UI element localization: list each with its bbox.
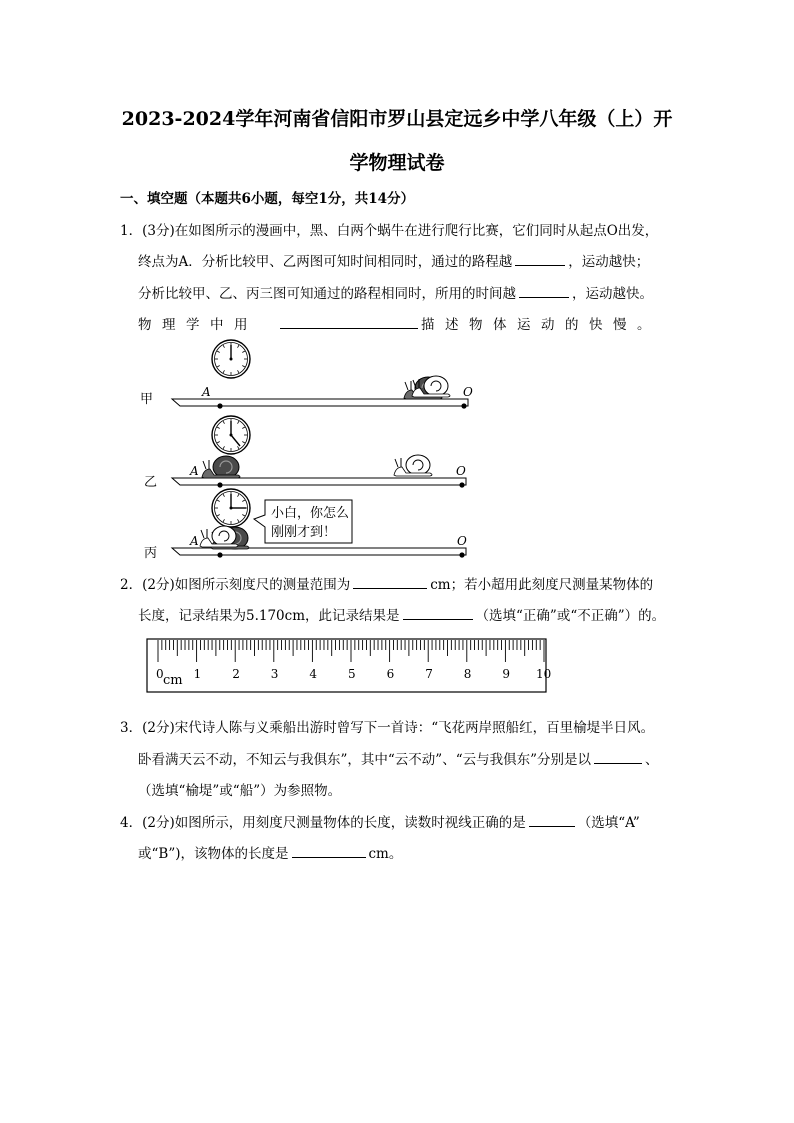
q1-line2-tail: ，运动越快；	[568, 254, 650, 270]
ruler-label: 2	[232, 667, 240, 681]
row-label-bing: 丙	[144, 546, 158, 561]
q2-blank-2[interactable]	[403, 606, 473, 620]
speech-line2: 刚刚才到！	[271, 525, 337, 540]
q3-line2-text: 卧看满天云不动，不知云与我俱东”，其中“云不动”、“云与我俱东”分别是以	[138, 752, 592, 768]
q3-line2	[138, 748, 659, 768]
q1-line4	[138, 313, 661, 333]
row-label-yi: 乙	[144, 475, 158, 490]
label-O-yi: O	[456, 464, 466, 478]
speech-line1: 小白，你怎么	[271, 506, 350, 521]
q1-line2	[138, 250, 649, 270]
q2-line2	[138, 604, 665, 624]
ruler-label: 9	[502, 667, 511, 681]
q4-line1-tail: （选填“A”	[577, 815, 640, 831]
page-title-line1: 2023-2024学年河南省信阳市罗山县定远乡中学八年级（上）开	[121, 108, 673, 130]
q3-line3: （选填“榆堤”或“船”）为参照物。	[138, 783, 342, 799]
label-A-jia: A	[202, 385, 211, 399]
q2-line2-tail: （选填“正确”或“不正确”）的。	[475, 608, 666, 624]
page-title-line2: 学物理试卷	[349, 152, 445, 174]
q4-line2-text: 或“B”)，该物体的长度是	[138, 846, 289, 862]
q1-blank-1[interactable]	[515, 252, 565, 266]
q3-blank-1[interactable]	[594, 750, 642, 764]
ruler-label: 3	[270, 667, 279, 681]
ruler-label: 4	[309, 667, 318, 681]
dark-snail-yi	[202, 456, 240, 478]
label-O-bing: O	[457, 534, 467, 548]
q1-line4-text: 物理学中用	[138, 317, 258, 333]
label-A-bing: A	[190, 534, 199, 548]
q2-blank-1[interactable]	[353, 575, 427, 589]
snail-race-figure	[130, 333, 480, 563]
q4-line1-text: 4．(2分)如图所示，用刻度尺测量物体的长度，读数时视线正确的是	[120, 815, 526, 831]
ruler-label: 1	[193, 667, 202, 681]
q4-blank-1[interactable]	[529, 813, 575, 827]
q1-line3-text: 分析比较甲、乙、丙三图可知通过的路程相同时，所用的时间越	[138, 286, 516, 302]
ruler-label: 6	[386, 667, 395, 681]
white-snail-yi	[394, 455, 432, 476]
q2-line1	[120, 573, 653, 593]
ruler-unit: cm	[163, 673, 183, 688]
row-label-jia: 甲	[140, 392, 154, 407]
q2-line2-text: 长度，记录结果为5.170cm，此记录结果是	[138, 608, 400, 624]
q4-line2-tail: cm。	[368, 846, 403, 862]
white-snail-bing	[200, 526, 238, 547]
ruler-label: 8	[463, 667, 472, 681]
ruler-label: 0	[156, 667, 164, 681]
ruler-label: 10	[536, 667, 552, 681]
section-heading: 一、填空题（本题共6小题，每空1分，共14分）	[120, 191, 415, 207]
q3-line2-tail: 、	[645, 752, 659, 768]
q4-line2	[138, 842, 402, 862]
q3-line1: 3．(2分)宋代诗人陈与义乘船出游时曾写下一首诗：“飞花两岸照船红，百里榆堤半日风。	[120, 720, 655, 736]
q1-blank-2[interactable]	[519, 284, 569, 298]
ruler-figure	[146, 638, 552, 694]
q1-line3-tail: ，运动越快。	[572, 286, 653, 302]
q1-blank-3[interactable]	[280, 315, 418, 329]
q1-line1: 1．(3分)在如图所示的漫画中，黑、白两个蜗牛在进行爬行比赛，它们同时从起点O出发，	[120, 223, 659, 239]
q1-line3	[138, 282, 653, 302]
ruler-label: 5	[348, 667, 356, 681]
q1-line4-tail: 描述物体运动的快慢。	[421, 317, 661, 333]
q2-line1-text: 2．(2分)如图所示刻度尺的测量范围为	[120, 577, 351, 593]
ruler-label: 7	[425, 667, 433, 681]
q4-blank-2[interactable]	[292, 844, 366, 858]
label-O-jia: O	[463, 385, 473, 399]
q4-line1	[120, 811, 640, 831]
label-A-yi: A	[190, 464, 199, 478]
q1-line2-text: 终点为A．分析比较甲、乙两图可知时间相同时，通过的路程越	[138, 254, 513, 270]
q2-line1-tail: cm；若小超用此刻度尺测量某物体的	[430, 577, 654, 593]
